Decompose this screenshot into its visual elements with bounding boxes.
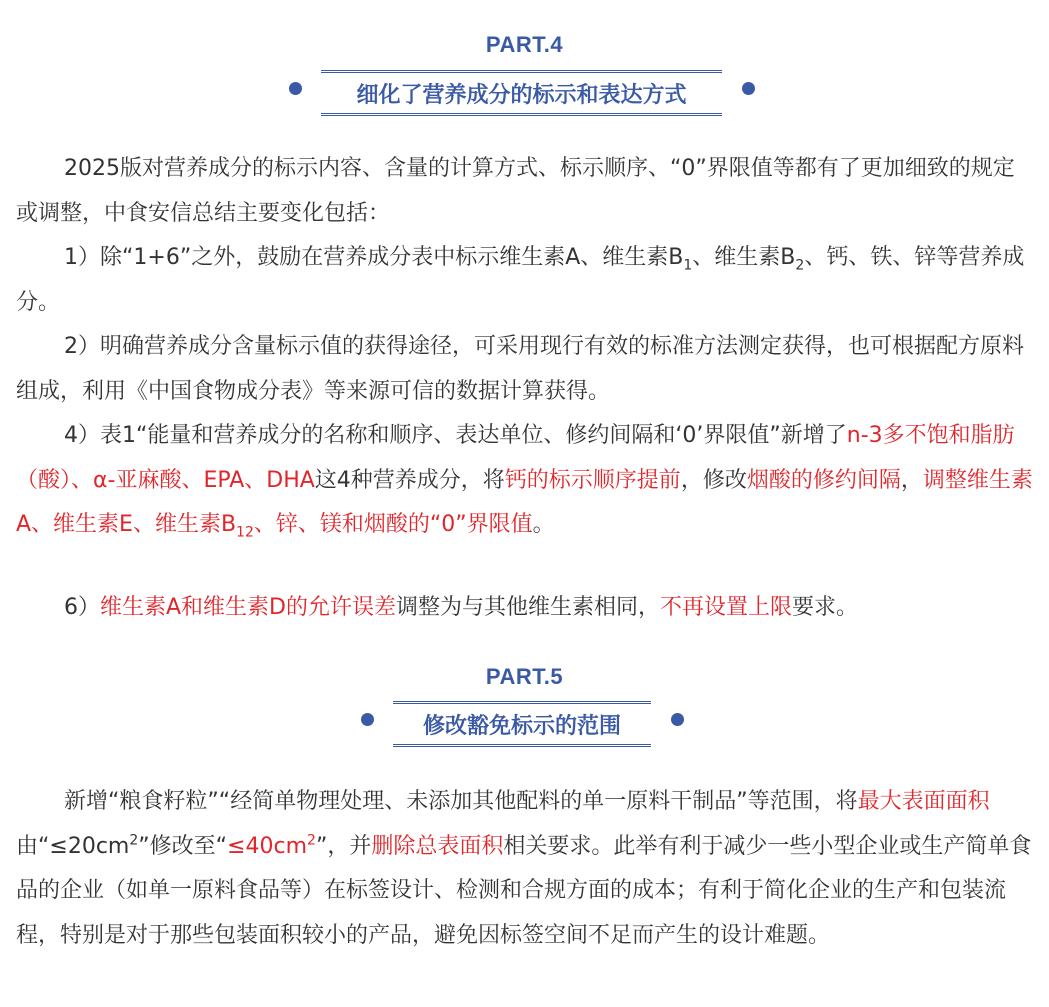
bullet-dot-icon xyxy=(742,82,755,95)
bullet-dot-icon xyxy=(289,82,302,95)
part5-title: 修改豁免标示的范围 xyxy=(393,701,651,747)
part4-label: PART.4 xyxy=(485,32,564,57)
part5-label: PART.5 xyxy=(485,664,564,689)
part4-header xyxy=(0,70,1049,116)
part4-item2: 2）明确营养成分含量标示值的获得途径，可采用现行有效的标准方法测定获得，也可根据配方原料组成，利用《中国食物成分表》等来源可信的数据计算获得。 xyxy=(16,334,1025,404)
part5-paragraph: 新增“粮食籽粒”“经简单物理处理、未添加其他配料的单一原料干制品”等范围，将最大表面面积由“$\le 20cm^2$”修改至“$\le 40cm^2$”，并删除总表面积相关要求。此举有利于减少一些小型企业或生产简单食品的企业（如单一原料食品等）在标签设计、检测和合规方面的成本；有利于简化企业的生产和包装流程，特别是对于那些包装面积较小的产品，避免因标签空间不足而产生的设计难题。 xyxy=(16,789,1032,948)
bullet-dot-icon xyxy=(671,713,684,726)
part4-item6: 6）维生素A和维生素D的允许误差调整为与其他维生素相同，不再设置上限要求。 xyxy=(64,595,859,620)
part4-title: 细化了营养成分的标示和表达方式 xyxy=(321,70,722,116)
part4-intro: 2025版对营养成分的标示内容、含量的计算方式、标示顺序、“0”界限值等都有了更加细致的规定或调整，中食安信总结主要变化包括： xyxy=(16,156,1015,226)
part4-item1: 1）除“1+6”之外，鼓励在营养成分表中标示维生素A、维生素$B_1$、维生素$B_2$、钙、铁、锌等营养成分。 xyxy=(16,245,1025,315)
part4-item4: 4）表1“能量和营养成分的名称和顺序、表达单位、修约间隔和‘0’界限值”新增了n-3多不饱和脂肪（酸）、α-亚麻酸、EPA、DHA这4种营养成分，将钙的标示顺序提前，修改烟酸的修约间隔，调整维生素A、维生素E、维生素$B_{12}$、锌、镁和烟酸的“0”界限值。 xyxy=(16,423,1033,541)
part5-header xyxy=(0,701,1049,747)
bullet-dot-icon xyxy=(361,713,374,726)
